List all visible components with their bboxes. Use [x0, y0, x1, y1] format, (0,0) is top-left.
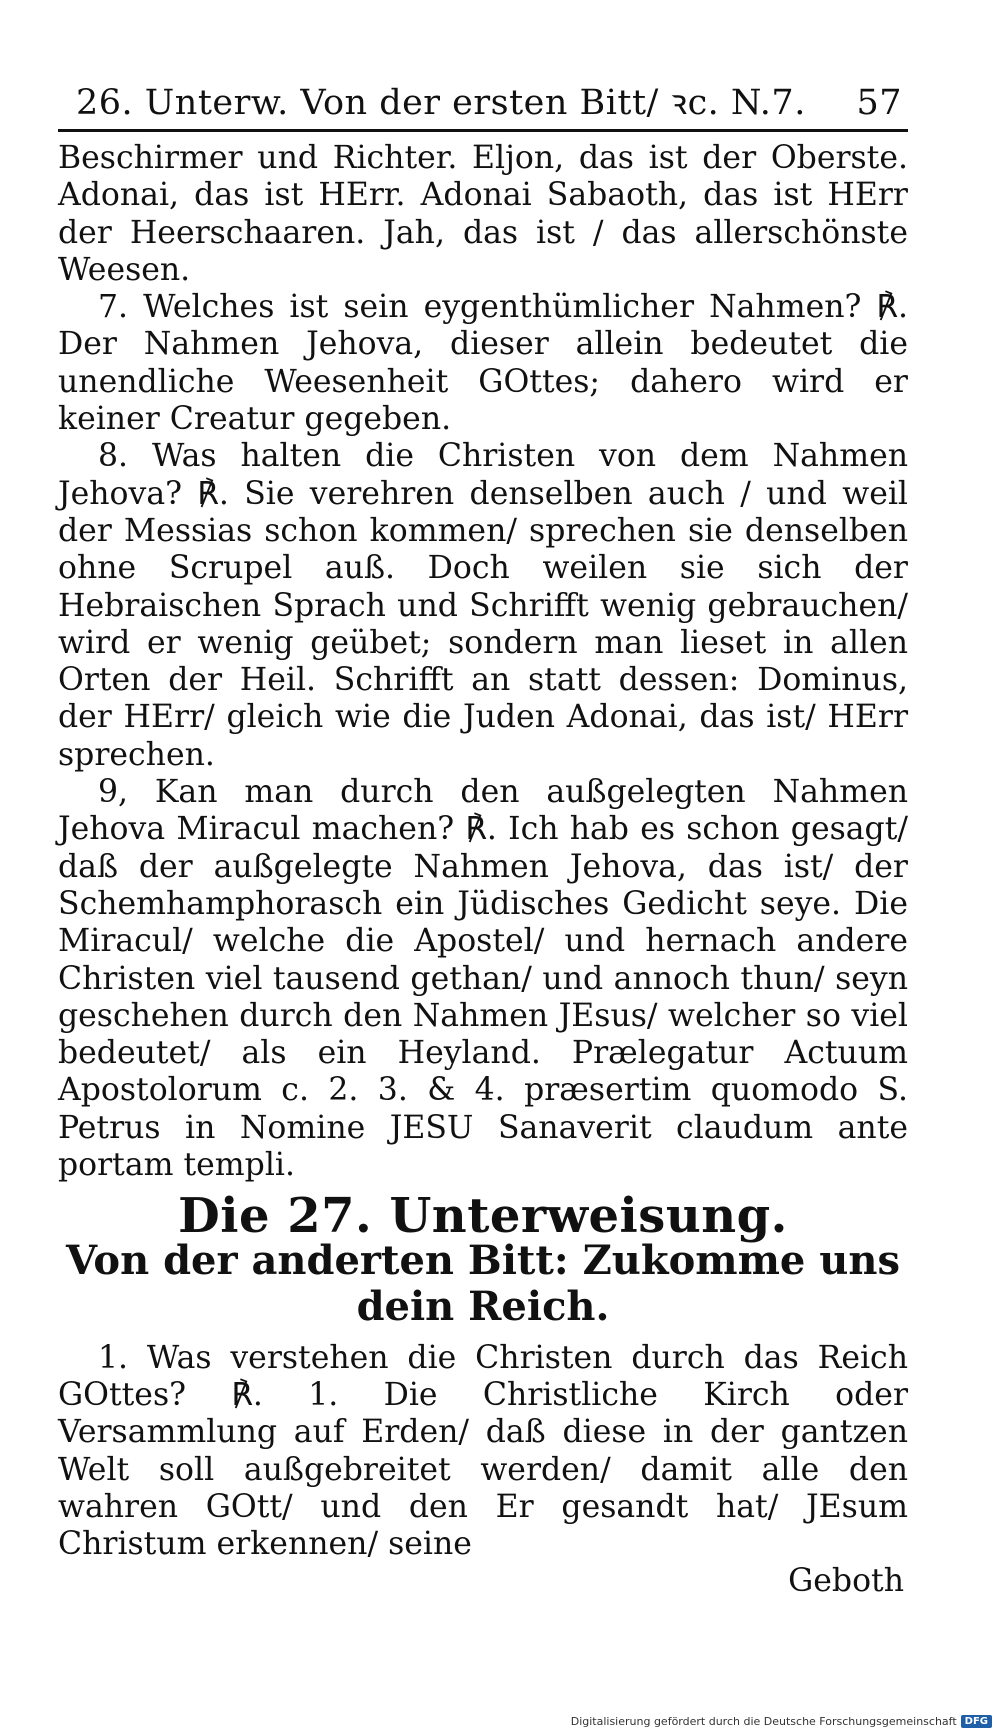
- running-head: [58, 78, 908, 125]
- catchword: Geboth: [788, 1563, 904, 1600]
- dfg-logo: DFG: [961, 1715, 992, 1728]
- credit-text: Digitalisierung gefördert durch die Deutsche Forschungsgemeinschaft: [570, 1715, 957, 1728]
- section-question-1: 1. Was verstehen die Christen durch das Reich GOttes? ℟. 1. Die Christliche Kirch oder Versammlung auf Erden/ daß diese in der gantzen Welt soll außgebreitet werden/ damit alle den wahren GOtt/ und den Er gesandt hat/ JEsum Christum erkennen/ seine: [58, 1339, 908, 1563]
- running-title: 26. Unterw. Von der ersten Bitt/ ꝛc. N.7.: [76, 83, 806, 123]
- section-subtitle: Von der anderten Bitt: Zukomme uns dein Reich.: [66, 1236, 900, 1330]
- header-rule: [58, 129, 908, 132]
- question-8: 8. Was halten die Christen von dem Nahmen Jehova? ℟. Sie verehren denselben auch / und weil der Messias schon kommen/ sprechen sie denselben ohne Scrupel auß. Doch weilen sie sich der Hebraischen Sprach und Schrifft wenig gebrauchen/ wird er wenig geübet; sondern man lieset in allen Orten der Heil. Schrifft an statt dessen: Dominus, der HErr/ gleich wie die Juden Adonai, das ist/ HErr sprechen.: [58, 438, 908, 773]
- digitization-credit: [571, 1715, 992, 1728]
- book-page: [58, 78, 908, 1600]
- section-title: Die 27. Unterweisung.: [178, 1188, 788, 1245]
- paragraph-continuation: Beschirmer und Richter. Eljon, das ist der Oberste. Adonai, das ist HErr. Adonai Sabaoth, das ist HErr der Heerschaaren. Jah, das ist / das allerschönste Weesen.: [58, 140, 908, 288]
- question-9: 9, Kan man durch den außgelegten Nahmen Jehova Miracul machen? ℟. Ich hab es schon gesagt/ daß der außgelegte Nahmen Jehova, das ist/ der Schemhamphorasch ein Jüdisches Gedicht seye. Die Miracul/ welche die Apostel/ und hernach andere Christen viel tausend gethan/ und annoch thun/ seyn geschehen durch den Nahmen JEsus/ welcher so viel bedeutet/ als ein Heyland. Prælegatur Actuum Apostolorum c. 2. 3. & 4. præsertim quomodo S. Petrus in Nomine JESU Sanaverit claudum ante portam templi.: [58, 774, 908, 1184]
- body-text: [58, 140, 908, 1600]
- page-number: 57: [856, 83, 902, 123]
- question-7: 7. Welches ist sein eygenthümlicher Nahmen? ℟. Der Nahmen Jehova, dieser allein bedeutet die unendliche Weesenheit GOttes; dahero wird er keiner Creatur gegeben.: [58, 289, 908, 438]
